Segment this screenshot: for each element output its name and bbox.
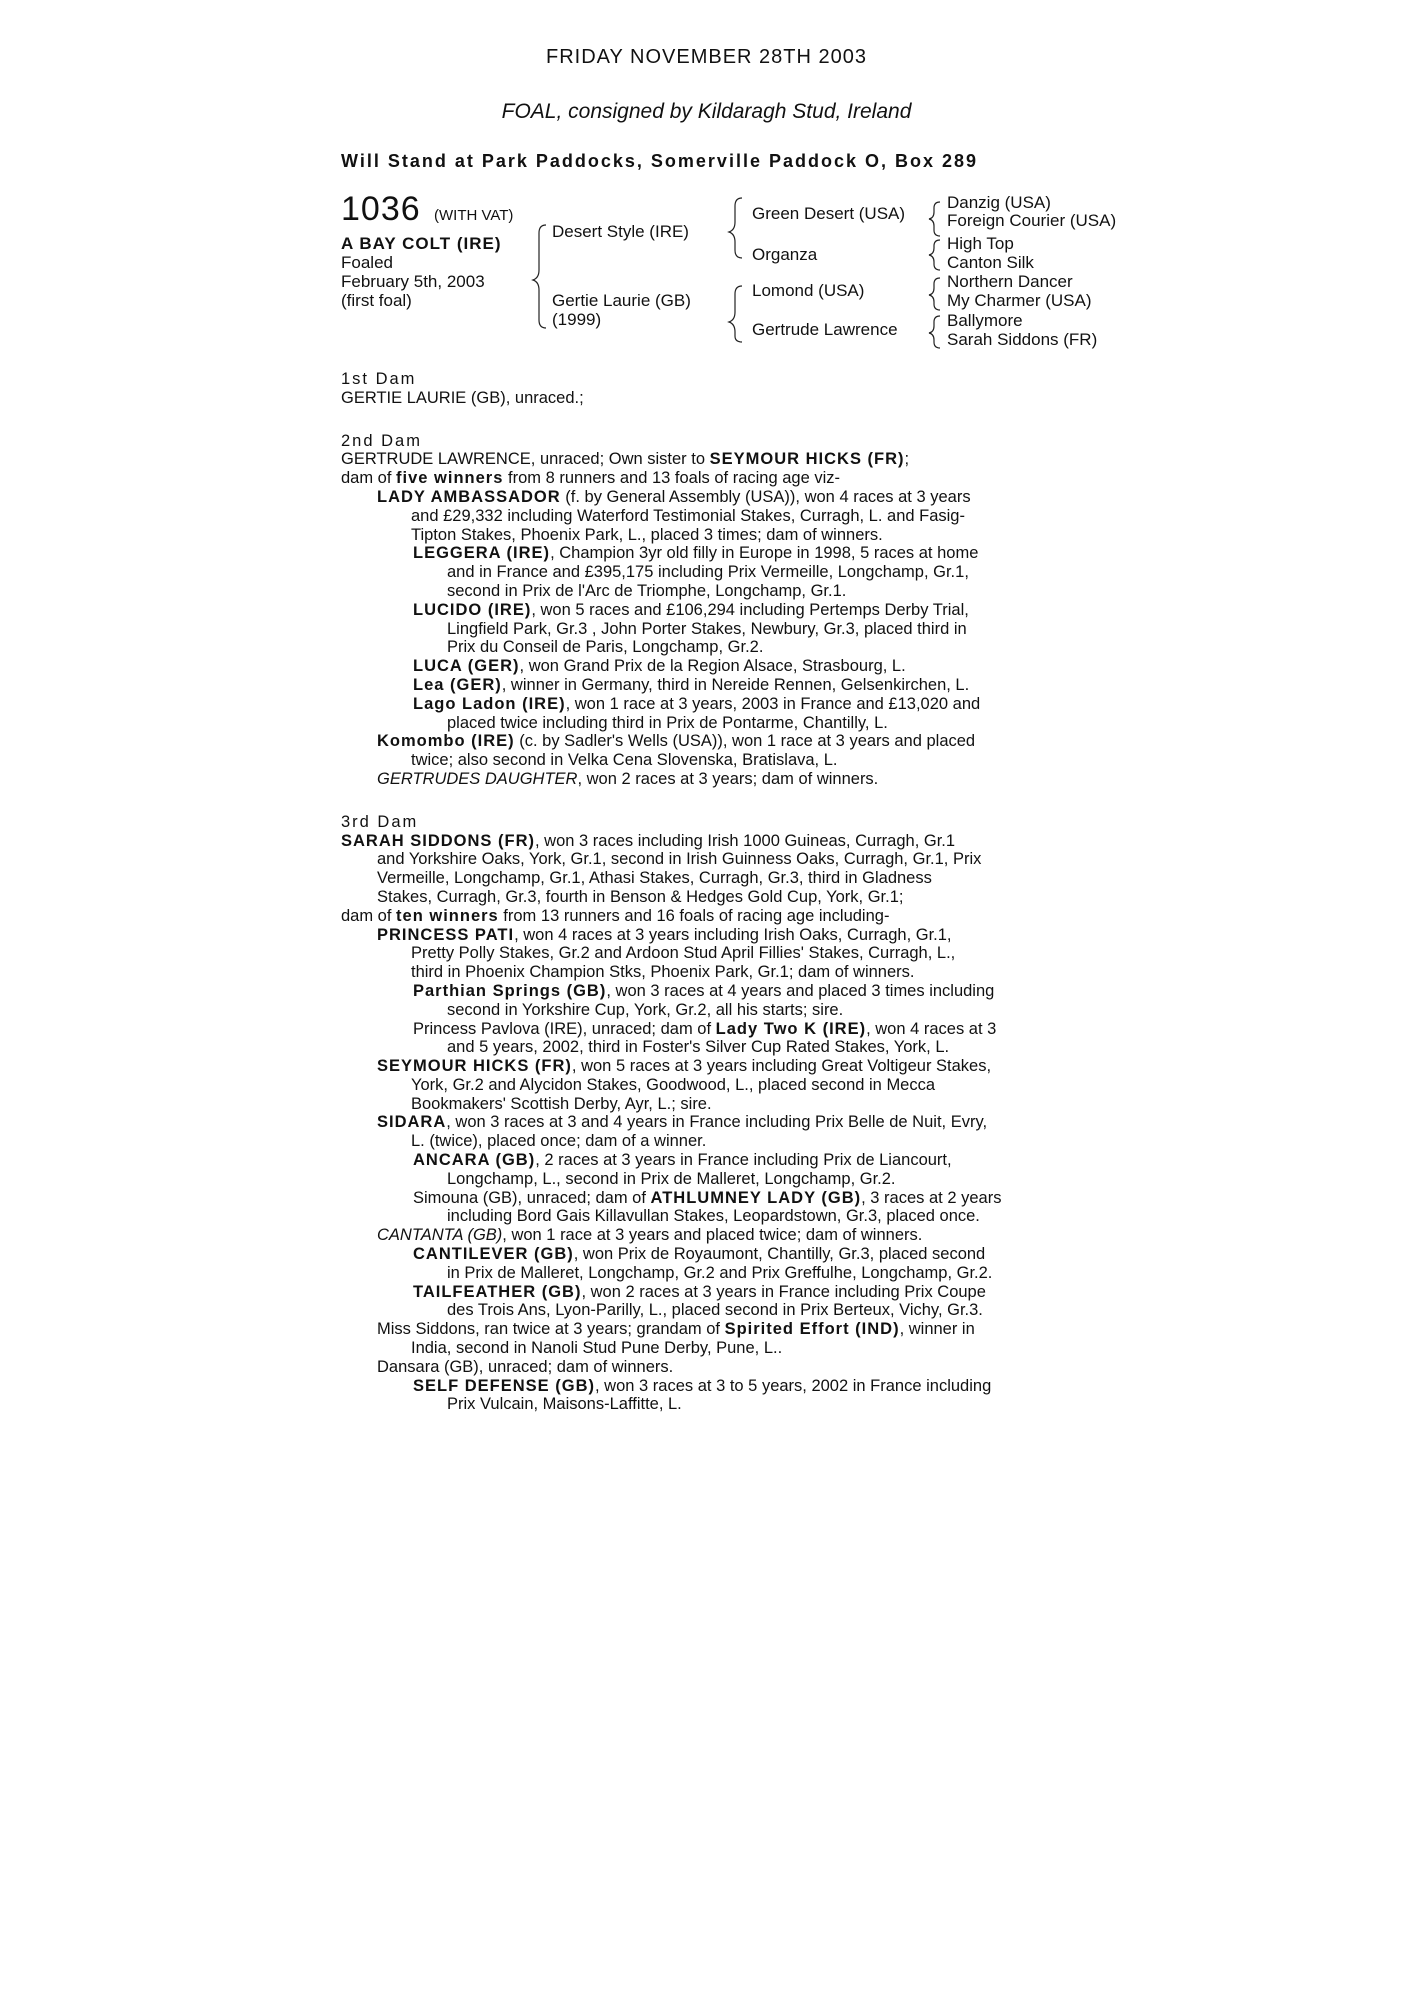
sale-date: FRIDAY NOVEMBER 28TH 2003 bbox=[545, 46, 868, 68]
produce-entry: CANTILEVER (GB), won Prix de Royaumont, Chantilly, Gr.3, placed second in Prix de Malleret, Longchamp, Gr.2 and Prix Greffulhe, Longchamp, Gr.2. bbox=[413, 1245, 993, 1282]
colt-title: A BAY COLT (IRE) bbox=[341, 234, 502, 253]
produce-entry: LADY AMBASSADOR (f. by General Assembly (USA)), won 4 races at 3 years and £29,332 including Waterford Testimonial Stakes, Curragh, L. and Fasig- Tipton Stakes, Phoenix Park, L., placed 3 times; dam of winners. bbox=[377, 487, 971, 544]
pedigree-braces bbox=[0, 0, 1413, 360]
stand-location: Will Stand at Park Paddocks, Somerville Paddock O, Box 289 bbox=[341, 151, 979, 171]
foaled-label: Foaled bbox=[341, 253, 393, 272]
produce-entry: Dansara (GB), unraced; dam of winners. bbox=[377, 1357, 674, 1376]
pedigree-dsd: My Charmer (USA) bbox=[947, 291, 1092, 310]
third-dam-intro: SARAH SIDDONS (FR), won 3 races including Irish 1000 Guineas, Curragh, Gr.1 and Yorkshire Oaks, York, Gr.1, second in Irish Guinness Oaks, Curragh, Gr.1, Prix Vermeille, Longchamp, Gr.1, Athasi Stakes, Curragh, Gr.3, third in Gladness Stakes, Curragh, Gr.3, fourth in Benson & Hedges Gold Cup, York, Gr.1; bbox=[341, 831, 982, 906]
produce-entry: Parthian Springs (GB), won 3 races at 4 years and placed 3 times including second in Yorkshire Cup, York, Gr.2, all his starts; sire. bbox=[413, 981, 995, 1019]
third-dam-heading: 3rd Dam bbox=[341, 812, 419, 831]
foaled-date: February 5th, 2003 bbox=[341, 272, 485, 291]
pedigree-ssd: Foreign Courier (USA) bbox=[947, 211, 1117, 230]
pedigree-dss: Northern Dancer bbox=[947, 272, 1073, 291]
produce-entry: LUCA (GER), won Grand Prix de la Region Alsace, Strasbourg, L. bbox=[413, 657, 906, 676]
produce-entry: Simouna (GB), unraced; dam of ATHLUMNEY LADY (GB), 3 races at 2 years including Bord Gais Killavullan Stakes, Leopardstown, Gr.3, placed once. bbox=[413, 1188, 1002, 1226]
lot-number: 1036 bbox=[341, 190, 421, 228]
pedigree-ss: Green Desert (USA) bbox=[752, 204, 906, 223]
first-dam-heading: 1st Dam bbox=[341, 370, 417, 388]
pedigree-sss: Danzig (USA) bbox=[947, 193, 1051, 212]
produce-entry: Lea (GER), winner in Germany, third in Nereide Rennen, Gelsenkirchen, L. bbox=[413, 675, 970, 694]
produce-entry: GERTRUDES DAUGHTER, won 2 races at 3 years; dam of winners. bbox=[377, 769, 879, 788]
pedigree-sd: Organza bbox=[752, 245, 818, 264]
third-dam-summary: dam of ten winners from 13 runners and 16 foals of racing age including- bbox=[341, 906, 890, 925]
produce-entry: LUCIDO (IRE), won 5 races and £106,294 including Pertemps Derby Trial, Lingfield Park, Gr.3 , John Porter Stakes, Newbury, Gr.3, placed third in Prix du Conseil de Paris, Longchamp, Gr.2. bbox=[413, 600, 969, 657]
consignment-line: FOAL, consigned by Kildaragh Stud, Ireland bbox=[501, 100, 912, 123]
pedigree-sds: High Top bbox=[947, 234, 1014, 253]
vat-note: (WITH VAT) bbox=[434, 207, 514, 224]
catalogue-body bbox=[341, 370, 1076, 1414]
produce-entry: CANTANTA (GB), won 1 race at 3 years and placed twice; dam of winners. bbox=[377, 1226, 923, 1245]
produce-entry: TAILFEATHER (GB), won 2 races at 3 years in France including Prix Coupe des Trois Ans, Lyon-Parilly, L., placed second in Prix Berteux, Vichy, Gr.3. bbox=[413, 1282, 986, 1320]
second-dam-summary: dam of five winners from 8 runners and 13 foals of racing age viz- bbox=[341, 469, 840, 488]
produce-entry: SELF DEFENSE (GB), won 3 races at 3 to 5 years, 2002 in France including Prix Vulcain, Maisons-Laffitte, L. bbox=[413, 1376, 992, 1414]
produce-entry: Miss Siddons, ran twice at 3 years; grandam of Spirited Effort (IND), winner in India, second in Nanoli Stud Pune Derby, Pune, L.. bbox=[377, 1320, 975, 1358]
first-foal-note: (first foal) bbox=[341, 291, 412, 310]
pedigree-ddd: Sarah Siddons (FR) bbox=[947, 330, 1098, 349]
pedigree-dds: Ballymore bbox=[947, 311, 1023, 330]
produce-entry: Lago Ladon (IRE), won 1 race at 3 years, 2003 in France and £13,020 and placed twice including third in Prix de Pontarme, Chantilly, L. bbox=[413, 694, 981, 732]
second-dam-intro: GERTRUDE LAWRENCE, unraced; Own sister to SEYMOUR HICKS (FR); bbox=[341, 450, 910, 469]
produce-entry: SIDARA, won 3 races at 3 and 4 years in France including Prix Belle de Nuit, Evry, L. (twice), placed once; dam of a winner. bbox=[377, 1113, 988, 1151]
pedigree-sdd: Canton Silk bbox=[947, 253, 1034, 272]
first-dam-text: GERTIE LAURIE (GB), unraced.; bbox=[341, 388, 584, 407]
produce-entry: Princess Pavlova (IRE), unraced; dam of Lady Two K (IRE), won 4 races at 3 and 5 years, 2002, third in Foster's Silver Cup Rated Stakes, York, L. bbox=[413, 1019, 997, 1057]
pedigree-ds: Lomond (USA) bbox=[752, 281, 865, 300]
produce-entry: PRINCESS PATI, won 4 races at 3 years including Irish Oaks, Curragh, Gr.1, Pretty Polly Stakes, Gr.2 and Ardoon Stud April Fillies' Stakes, Curragh, L., third in Phoenix Champion Stks, Phoenix Park, Gr.1; dam of winners. bbox=[377, 925, 956, 982]
produce-entry: Komombo (IRE) (c. by Sadler's Wells (USA)), won 1 race at 3 years and placed twice; also second in Velka Cena Slovenska, Bratislava, L. bbox=[377, 732, 976, 770]
second-dam-heading: 2nd Dam bbox=[341, 431, 422, 450]
produce-entry: SEYMOUR HICKS (FR), won 5 races at 3 years including Great Voltigeur Stakes, York, Gr.2 and Alycidon Stakes, Goodwood, L., placed second in Mecca Bookmakers' Scottish Derby, Ayr, L.; sire. bbox=[377, 1057, 992, 1113]
pedigree-sire: Desert Style (IRE) bbox=[552, 222, 689, 241]
produce-entry: LEGGERA (IRE), Champion 3yr old filly in Europe in 1998, 5 races at home and in France and £395,175 including Prix Vermeille, Longchamp, Gr.1, second in Prix de l'Arc de Triomphe, Longchamp, Gr.1. bbox=[413, 544, 979, 600]
pedigree-dam-line1: Gertie Laurie (GB) bbox=[552, 291, 691, 310]
pedigree-dam-line2: (1999) bbox=[552, 310, 602, 329]
pedigree-dd: Gertrude Lawrence bbox=[752, 320, 898, 339]
produce-entry: ANCARA (GB), 2 races at 3 years in France including Prix de Liancourt, Longchamp, L., second in Prix de Malleret, Longchamp, Gr.2. bbox=[413, 1151, 952, 1188]
